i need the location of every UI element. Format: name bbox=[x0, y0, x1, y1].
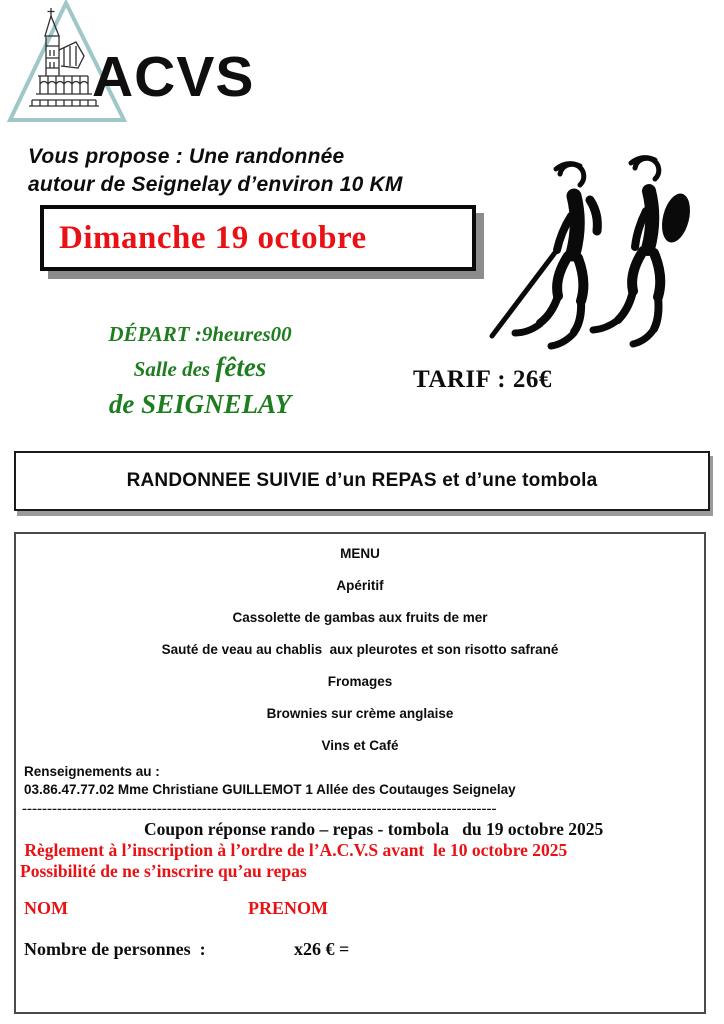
nom-label: NOM bbox=[24, 897, 68, 918]
date-box bbox=[40, 205, 476, 271]
banner-box bbox=[14, 451, 710, 511]
menu-item: Apéritif bbox=[336, 577, 384, 593]
cut-line-divider: ----------------------------------------------------------------------------------------------- bbox=[22, 801, 497, 818]
acvs-acronym: ACVS bbox=[92, 45, 255, 109]
depart-time: DÉPART :9heures00 bbox=[108, 322, 292, 346]
count-formula: x26 € = bbox=[294, 938, 350, 959]
prenom-label: PRENOM bbox=[248, 897, 328, 918]
contact-section bbox=[16, 763, 704, 799]
intro-line1: Vous propose : Une randonnée bbox=[28, 145, 345, 168]
menu-item: Brownies sur crème anglaise bbox=[266, 705, 454, 721]
contact-details: 03.86.47.77.02 Mme Christiane GUILLEMOT 1 Allée des Coutauges Seignelay bbox=[24, 782, 516, 798]
tarif-text: TARIF : 26€ bbox=[413, 366, 552, 393]
name-fields-row bbox=[16, 898, 704, 920]
payment-notice-line2: Possibilité de ne s’inscrire qu’au repas bbox=[20, 861, 307, 882]
intro-text bbox=[28, 143, 403, 199]
depart-place bbox=[60, 349, 340, 386]
coupon-title: Coupon réponse rando – repas - tombola du 19 octobre 2025 bbox=[144, 819, 604, 840]
menu-title: MENU bbox=[340, 545, 380, 561]
payment-notice-line1: Règlement à l’inscription à l’ordre de l’A.C.V.S avant le 10 octobre 2025 bbox=[20, 840, 568, 861]
menu-item: Fromages bbox=[327, 673, 393, 689]
count-label: Nombre de personnes : bbox=[24, 938, 206, 959]
depart-info bbox=[60, 320, 340, 423]
acvs-logo bbox=[4, 0, 274, 130]
banner-text: RANDONNEE SUIVIE d’un REPAS et d’une tombola bbox=[126, 470, 598, 491]
hikers-illustration-icon bbox=[478, 148, 716, 366]
menu-coupon-box bbox=[14, 532, 706, 1014]
menu-item: Vins et Café bbox=[321, 737, 399, 753]
intro-line2: autour de Seignelay d’environ 10 KM bbox=[28, 172, 403, 196]
depart-place-prefix: Salle des bbox=[133, 356, 216, 381]
date-text: Dimanche 19 octobre bbox=[59, 219, 367, 256]
contact-label: Renseignements au : bbox=[24, 764, 160, 779]
menu-item: Sauté de veau au chablis aux pleurotes et son risotto safrané bbox=[161, 641, 559, 657]
menu-item: Cassolette de gambas aux fruits de mer bbox=[232, 609, 488, 625]
menu-section bbox=[16, 534, 704, 761]
count-row bbox=[16, 939, 704, 961]
depart-city: de SEIGNELAY bbox=[108, 389, 292, 420]
depart-place-emphasis: fêtes bbox=[215, 351, 267, 382]
